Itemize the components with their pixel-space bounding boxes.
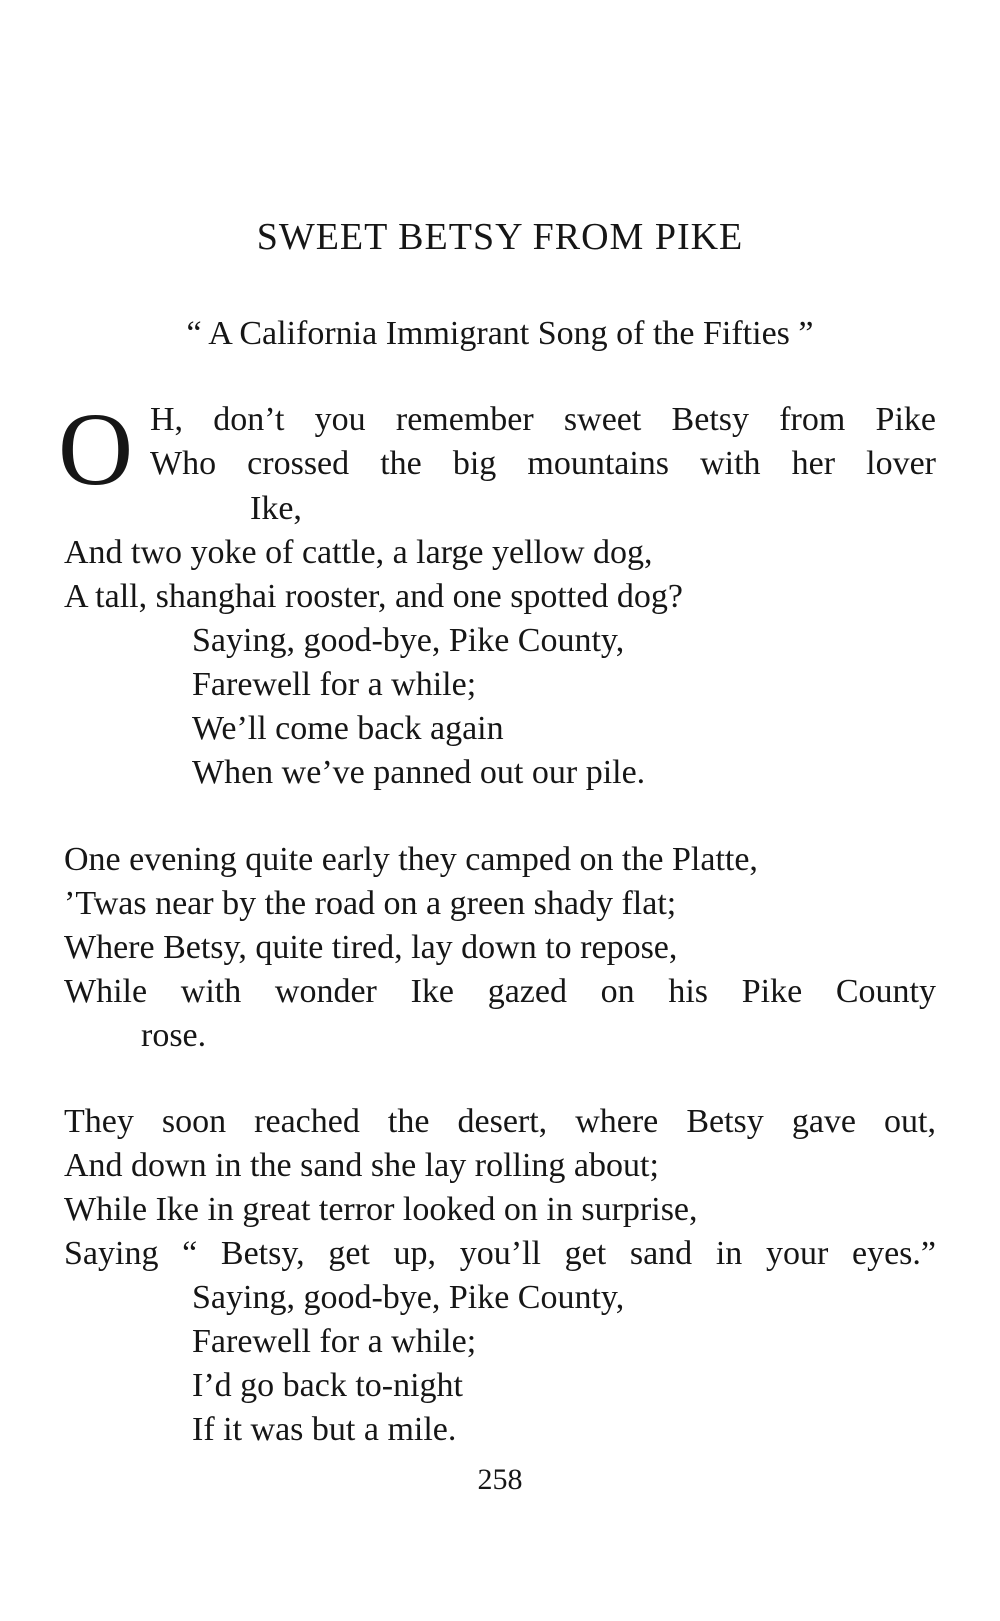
verse-line-continuation: Ike, bbox=[250, 490, 302, 527]
page-subtitle: “ A California Immigrant Song of the Fifties ” bbox=[186, 315, 814, 352]
refrain-line: Saying, good-bye, Pike County, bbox=[192, 622, 625, 659]
verse-line: One evening quite early they camped on the Platte, bbox=[64, 841, 758, 878]
refrain-line: When we’ve panned out our pile. bbox=[192, 754, 646, 791]
verse-line: Who crossed the big mountains with her lover bbox=[150, 445, 936, 482]
refrain-line: Saying, good-bye, Pike County, bbox=[192, 1279, 625, 1316]
refrain-line: Farewell for a while; bbox=[192, 1323, 477, 1360]
refrain-line: If it was but a mile. bbox=[192, 1411, 457, 1448]
refrain-line: I’d go back to-night bbox=[192, 1367, 463, 1404]
verse-line: While Ike in great terror looked on in surprise, bbox=[64, 1191, 698, 1228]
verse-line: They soon reached the desert, where Betsy gave out, bbox=[64, 1103, 936, 1140]
refrain-line: Farewell for a while; bbox=[192, 666, 477, 703]
refrain-line: We’ll come back again bbox=[192, 710, 504, 747]
page-number: 258 bbox=[477, 1463, 523, 1496]
verse-line: And down in the sand she lay rolling about; bbox=[64, 1147, 659, 1184]
verse-line: Saying “ Betsy, get up, you’ll get sand in your eyes.” bbox=[64, 1235, 936, 1272]
drop-cap: O bbox=[58, 392, 134, 507]
page-title: SWEET BETSY FROM PIKE bbox=[256, 216, 744, 258]
verse-line: And two yoke of cattle, a large yellow dog, bbox=[64, 534, 653, 571]
verse-line: ’Twas near by the road on a green shady flat; bbox=[64, 885, 677, 922]
verse-line-continuation: rose. bbox=[141, 1017, 207, 1054]
verse-line: While with wonder Ike gazed on his Pike County bbox=[64, 973, 936, 1010]
verse-line: A tall, shanghai rooster, and one spotted dog? bbox=[64, 578, 684, 615]
verse-line: H, don’t you remember sweet Betsy from Pike bbox=[150, 401, 936, 438]
verse-line: Where Betsy, quite tired, lay down to repose, bbox=[64, 929, 678, 966]
